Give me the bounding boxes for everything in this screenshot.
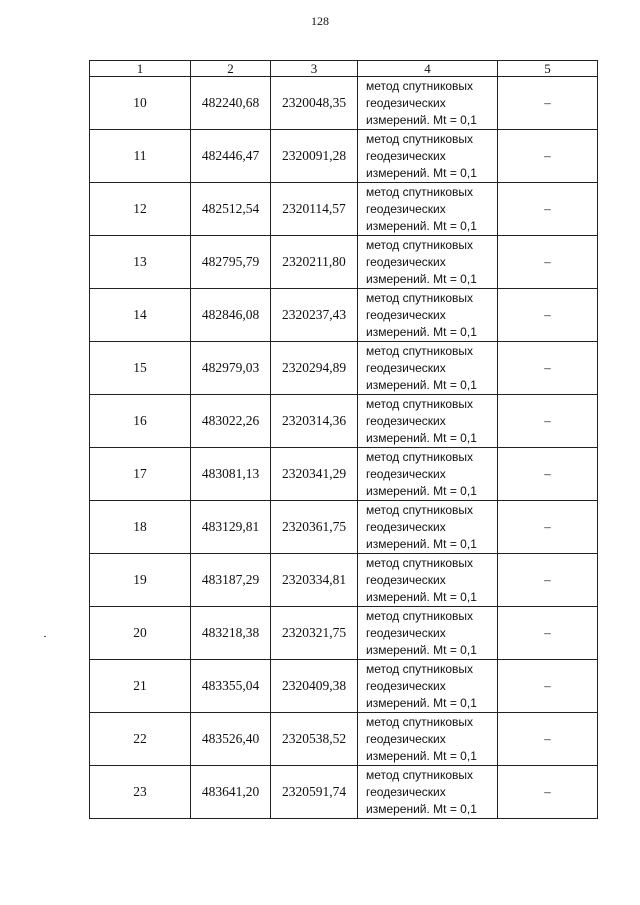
- table-row: [90, 713, 598, 766]
- note-cell: –: [498, 448, 598, 501]
- point-number-cell: 19: [90, 554, 191, 607]
- note-cell: –: [498, 713, 598, 766]
- method-cell: метод спутниковых геодезических измерений. Mt = 0,1: [358, 183, 498, 236]
- method-cell: метод спутниковых геодезических измерений. Mt = 0,1: [358, 766, 498, 819]
- x-coordinate-cell: 482795,79: [191, 236, 271, 289]
- y-coordinate-cell: 2320538,52: [271, 713, 358, 766]
- y-coordinate-cell: 2320211,80: [271, 236, 358, 289]
- note-cell: –: [498, 395, 598, 448]
- table-row: [90, 501, 598, 554]
- header-col-4: 4: [358, 61, 498, 77]
- header-col-1: 1: [90, 61, 191, 77]
- x-coordinate-cell: 483129,81: [191, 501, 271, 554]
- y-coordinate-cell: 2320114,57: [271, 183, 358, 236]
- method-cell: метод спутниковых геодезических измерений. Mt = 0,1: [358, 130, 498, 183]
- y-coordinate-cell: 2320294,89: [271, 342, 358, 395]
- point-number-cell: 22: [90, 713, 191, 766]
- table-row: [90, 236, 598, 289]
- header-row: [90, 61, 598, 77]
- scan-speck: [44, 636, 46, 637]
- x-coordinate-cell: 482512,54: [191, 183, 271, 236]
- y-coordinate-cell: 2320341,29: [271, 448, 358, 501]
- point-number-cell: 18: [90, 501, 191, 554]
- note-cell: –: [498, 554, 598, 607]
- point-number-cell: 10: [90, 77, 191, 130]
- y-coordinate-cell: 2320321,75: [271, 607, 358, 660]
- table-body: [90, 77, 598, 819]
- method-cell: метод спутниковых геодезических измерений. Mt = 0,1: [358, 660, 498, 713]
- point-number-cell: 17: [90, 448, 191, 501]
- note-cell: –: [498, 342, 598, 395]
- coordinates-table: [89, 60, 598, 819]
- note-cell: –: [498, 660, 598, 713]
- y-coordinate-cell: 2320409,38: [271, 660, 358, 713]
- table-row: [90, 395, 598, 448]
- point-number-cell: 21: [90, 660, 191, 713]
- table-header: [90, 61, 598, 77]
- note-cell: –: [498, 183, 598, 236]
- point-number-cell: 23: [90, 766, 191, 819]
- table-row: [90, 766, 598, 819]
- point-number-cell: 15: [90, 342, 191, 395]
- y-coordinate-cell: 2320091,28: [271, 130, 358, 183]
- y-coordinate-cell: 2320048,35: [271, 77, 358, 130]
- note-cell: –: [498, 607, 598, 660]
- x-coordinate-cell: 482979,03: [191, 342, 271, 395]
- method-cell: метод спутниковых геодезических измерений. Mt = 0,1: [358, 501, 498, 554]
- method-cell: метод спутниковых геодезических измерений. Mt = 0,1: [358, 236, 498, 289]
- point-number-cell: 16: [90, 395, 191, 448]
- x-coordinate-cell: 483187,29: [191, 554, 271, 607]
- method-cell: метод спутниковых геодезических измерений. Mt = 0,1: [358, 448, 498, 501]
- x-coordinate-cell: 482240,68: [191, 77, 271, 130]
- method-cell: метод спутниковых геодезических измерений. Mt = 0,1: [358, 395, 498, 448]
- x-coordinate-cell: 483526,40: [191, 713, 271, 766]
- y-coordinate-cell: 2320314,36: [271, 395, 358, 448]
- note-cell: –: [498, 766, 598, 819]
- note-cell: –: [498, 236, 598, 289]
- method-cell: метод спутниковых геодезических измерений. Mt = 0,1: [358, 342, 498, 395]
- note-cell: –: [498, 501, 598, 554]
- table-row: [90, 77, 598, 130]
- table-row: [90, 130, 598, 183]
- x-coordinate-cell: 482846,08: [191, 289, 271, 342]
- table-row: [90, 183, 598, 236]
- note-cell: –: [498, 77, 598, 130]
- table-row: [90, 607, 598, 660]
- table-row: [90, 660, 598, 713]
- note-cell: –: [498, 289, 598, 342]
- method-cell: метод спутниковых геодезических измерений. Mt = 0,1: [358, 554, 498, 607]
- y-coordinate-cell: 2320591,74: [271, 766, 358, 819]
- point-number-cell: 12: [90, 183, 191, 236]
- x-coordinate-cell: 483022,26: [191, 395, 271, 448]
- point-number-cell: 11: [90, 130, 191, 183]
- y-coordinate-cell: 2320237,43: [271, 289, 358, 342]
- page-number: 128: [311, 14, 329, 28]
- x-coordinate-cell: 482446,47: [191, 130, 271, 183]
- table-row: [90, 342, 598, 395]
- header-col-3: 3: [271, 61, 358, 77]
- y-coordinate-cell: 2320361,75: [271, 501, 358, 554]
- point-number-cell: 14: [90, 289, 191, 342]
- table-row: [90, 448, 598, 501]
- x-coordinate-cell: 483081,13: [191, 448, 271, 501]
- x-coordinate-cell: 483355,04: [191, 660, 271, 713]
- point-number-cell: 13: [90, 236, 191, 289]
- point-number-cell: 20: [90, 607, 191, 660]
- header-col-2: 2: [191, 61, 271, 77]
- note-cell: –: [498, 130, 598, 183]
- method-cell: метод спутниковых геодезических измерений. Mt = 0,1: [358, 289, 498, 342]
- method-cell: метод спутниковых геодезических измерений. Mt = 0,1: [358, 77, 498, 130]
- method-cell: метод спутниковых геодезических измерений. Mt = 0,1: [358, 607, 498, 660]
- method-cell: метод спутниковых геодезических измерений. Mt = 0,1: [358, 713, 498, 766]
- table-row: [90, 289, 598, 342]
- x-coordinate-cell: 483641,20: [191, 766, 271, 819]
- x-coordinate-cell: 483218,38: [191, 607, 271, 660]
- y-coordinate-cell: 2320334,81: [271, 554, 358, 607]
- table-row: [90, 554, 598, 607]
- header-col-5: 5: [498, 61, 598, 77]
